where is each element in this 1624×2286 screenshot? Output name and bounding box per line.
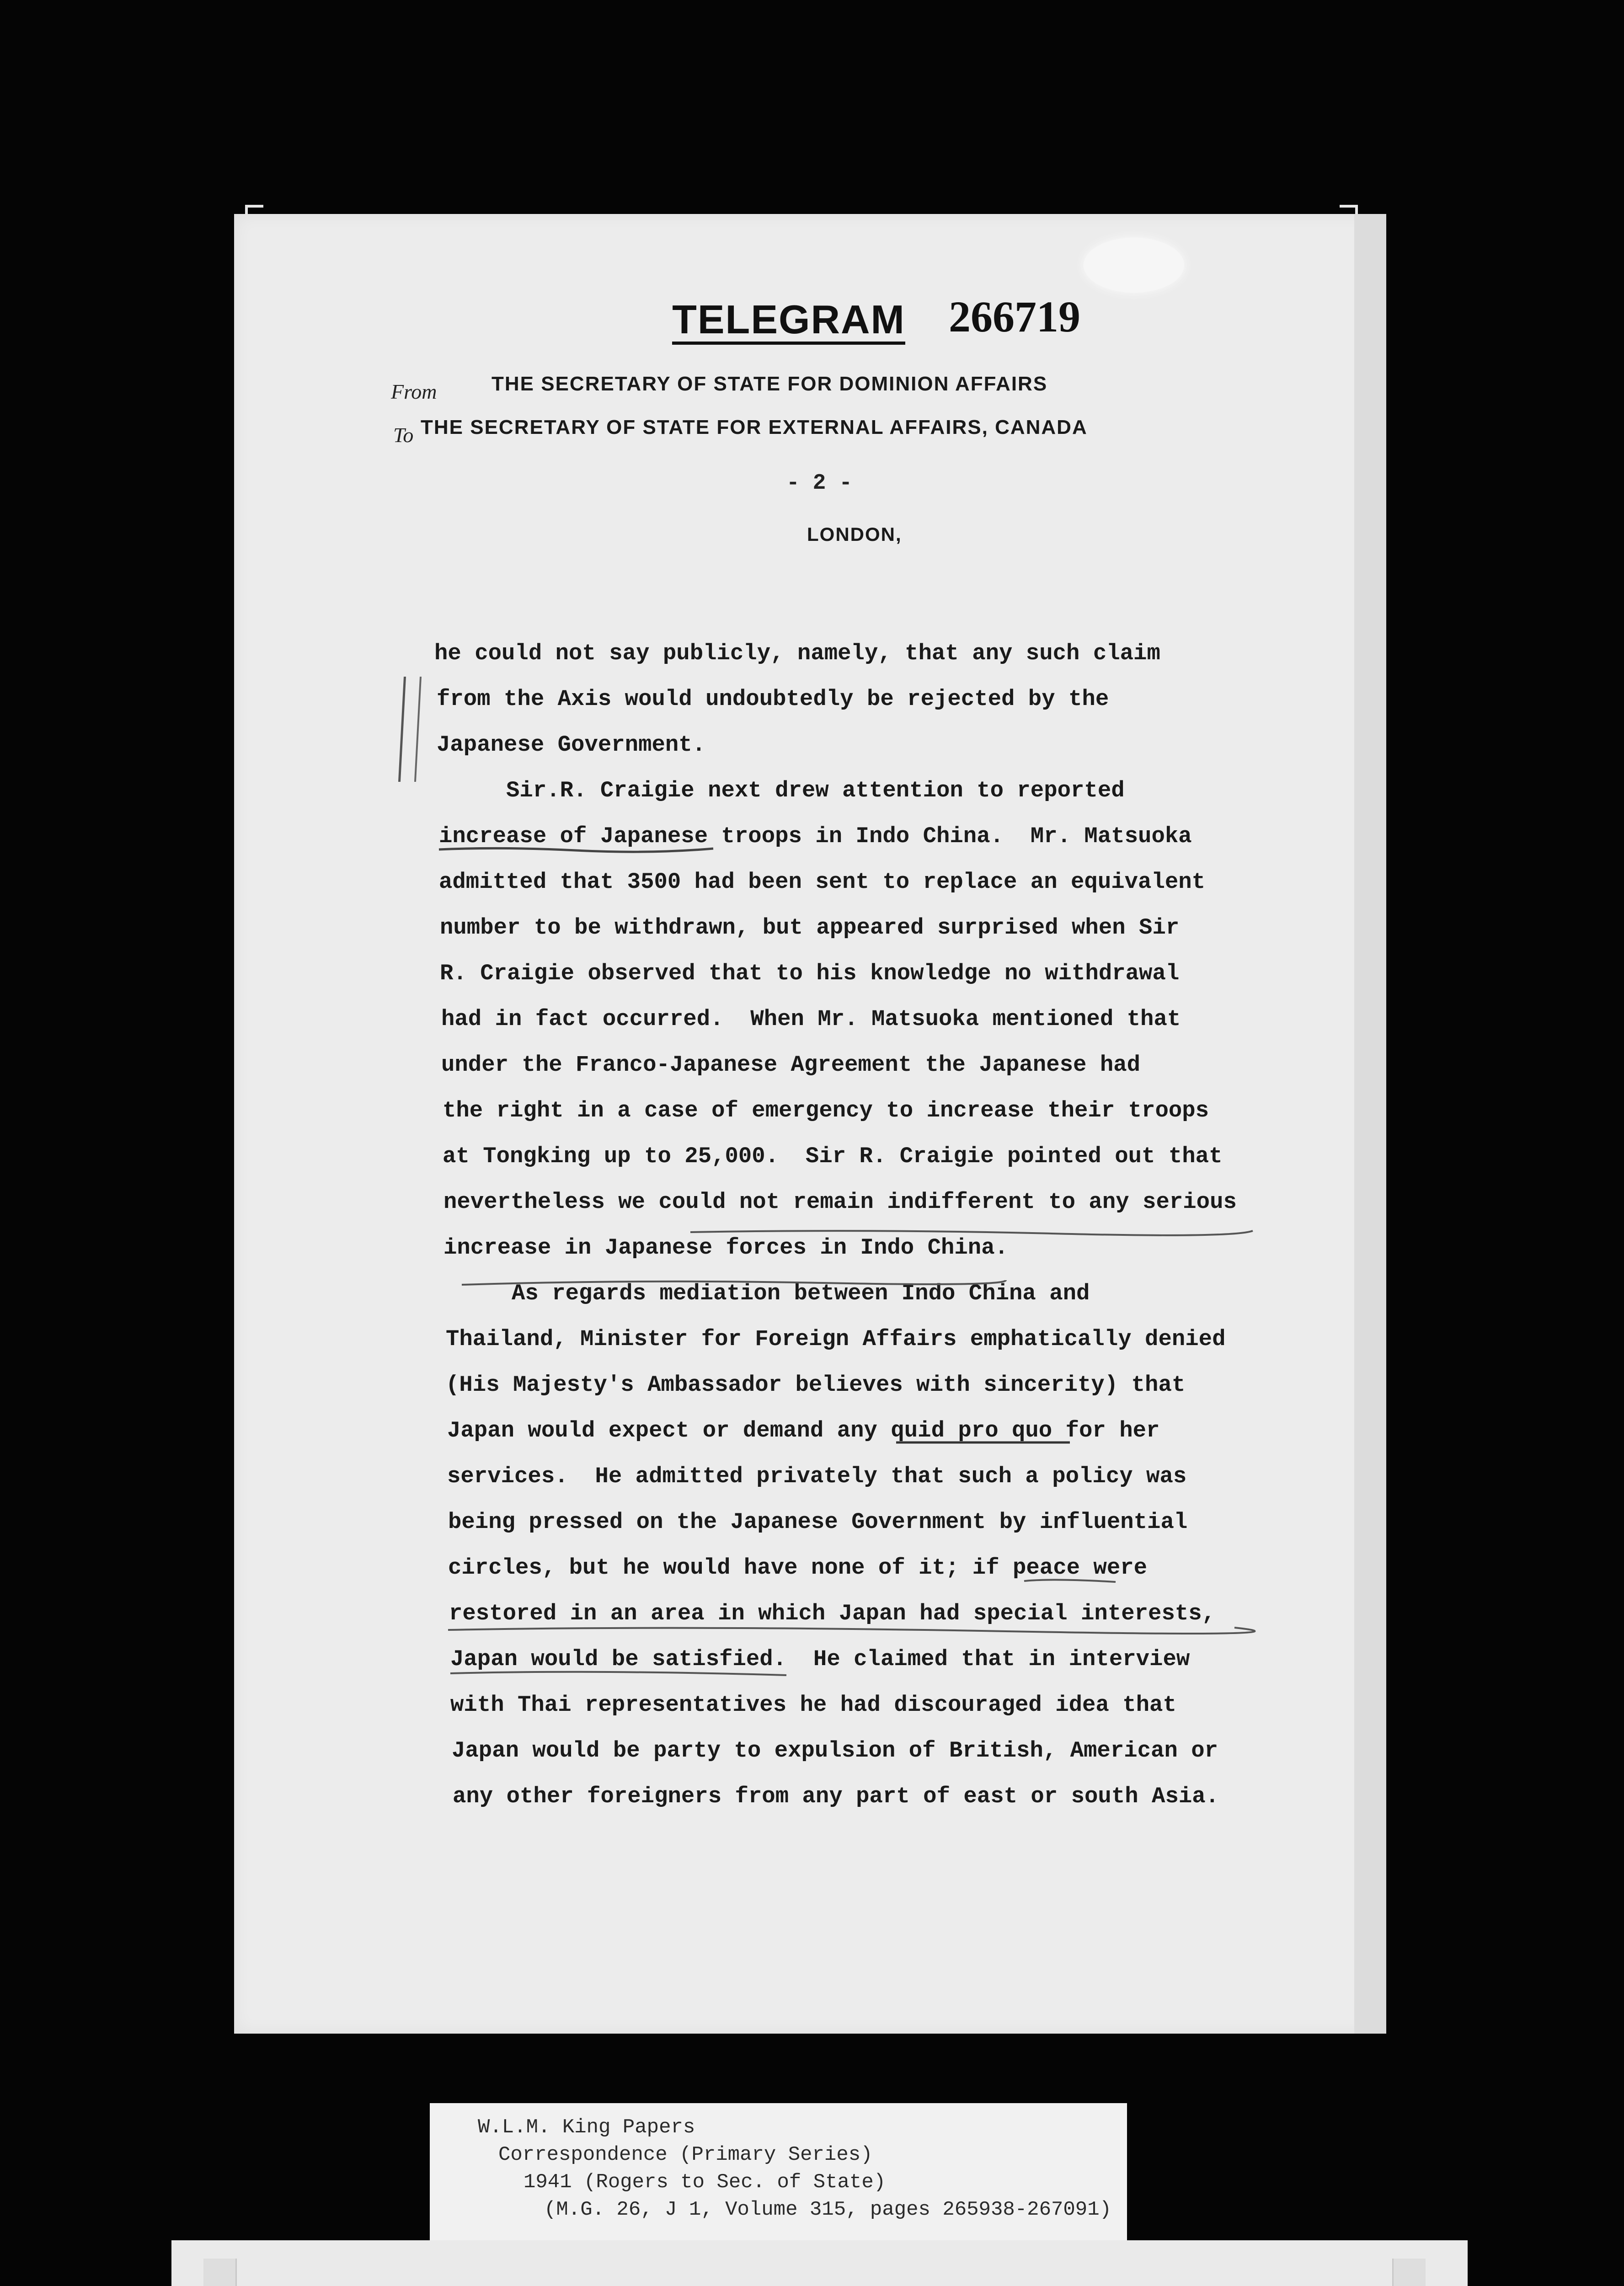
body-line: the right in a case of emergency to increase their troops: [443, 1098, 1209, 1123]
body-line: with Thai representatives he had discouraged idea that: [450, 1692, 1176, 1718]
body-line: Japan would expect or demand any quid pro quo for her: [447, 1418, 1160, 1443]
telegram-heading: TELEGRAM: [672, 299, 905, 345]
panel-tab-right: [1392, 2259, 1426, 2286]
body-line: increase of Japanese troops in Indo China. Mr. Matsuoka: [439, 823, 1192, 849]
citation-line: 1941 (Rogers to Sec. of State): [524, 2171, 886, 2194]
body-line: Sir.R. Craigie next drew attention to reported: [439, 778, 1125, 803]
from-text: THE SECRETARY OF STATE FOR DOMINION AFFAIRS: [491, 373, 1048, 395]
from-label: From: [391, 380, 437, 403]
body-line: services. He admitted privately that such a policy was: [447, 1463, 1187, 1489]
body-line: circles, but he would have none of it; if peace were: [448, 1555, 1148, 1581]
panel-tab-left: [203, 2259, 237, 2286]
body-line: under the Franco-Japanese Agreement the Japanese had: [441, 1052, 1141, 1078]
citation-line: Correspondence (Primary Series): [498, 2143, 873, 2166]
body-line: increase in Japanese forces in Indo China.: [443, 1235, 1009, 1261]
body-line: R. Craigie observed that to his knowledge no withdrawal: [440, 961, 1180, 986]
to-text: THE SECRETARY OF STATE FOR EXTERNAL AFFAIRS, CANADA: [421, 416, 1088, 438]
citation-card: [430, 2103, 1127, 2240]
sheet-edge: [1354, 214, 1386, 2034]
body-line: from the Axis would undoubtedly be rejected by the: [437, 686, 1109, 712]
body-line: Japan would be party to expulsion of British, American or: [452, 1738, 1218, 1763]
body-line: admitted that 3500 had been sent to replace an equivalent: [439, 869, 1206, 895]
body-line: nevertheless we could not remain indifferent to any serious: [443, 1189, 1237, 1215]
paper-smudge: [1084, 238, 1184, 293]
citation-line: (M.G. 26, J 1, Volume 315, pages 265938-267091): [544, 2198, 1112, 2221]
body-line: at Tongking up to 25,000. Sir R. Craigie pointed out that: [443, 1143, 1223, 1169]
page-number: - 2 -: [786, 471, 853, 496]
body-line: Japanese Government.: [437, 732, 706, 758]
body-line: Japan would be satisfied. He claimed that in interview: [450, 1646, 1190, 1672]
archives-panel: [171, 2240, 1468, 2286]
body-line: he could not say publicly, namely, that any such claim: [434, 641, 1160, 666]
body-line: (His Majesty's Ambassador believes with sincerity) that: [446, 1372, 1186, 1398]
to-label: To: [393, 423, 414, 447]
body-line: being pressed on the Japanese Government by influential: [448, 1509, 1188, 1535]
body-line: number to be withdrawn, but appeared surprised when Sir: [440, 915, 1180, 940]
city: LONDON,: [807, 523, 902, 545]
body-line: had in fact occurred. When Mr. Matsuoka mentioned that: [441, 1006, 1181, 1032]
body-line: As regards mediation between Indo China and: [444, 1281, 1090, 1306]
body-line: Thailand, Minister for Foreign Affairs emphatically denied: [446, 1326, 1226, 1352]
body-line: restored in an area in which Japan had special interests,: [449, 1601, 1216, 1626]
telegram-number: 266719: [949, 292, 1080, 341]
citation-line: W.L.M. King Papers: [478, 2116, 695, 2139]
body-line: any other foreigners from any part of east or south Asia.: [453, 1784, 1219, 1809]
